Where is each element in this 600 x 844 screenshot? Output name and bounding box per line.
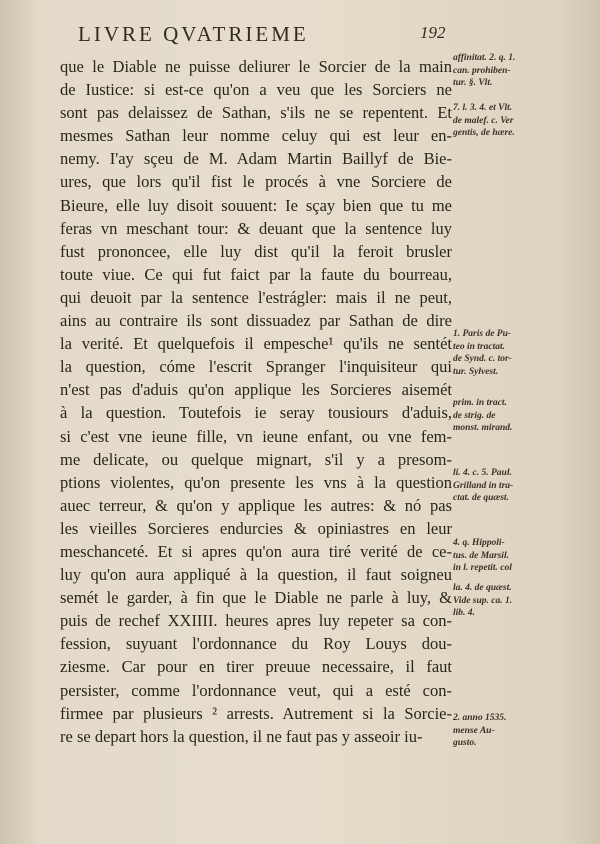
margin-note-line: Grilland in tra- bbox=[453, 480, 514, 491]
margin-note-line: affinitat. 2. q. 1. bbox=[453, 53, 516, 63]
page-number: 192 bbox=[420, 23, 446, 42]
body-line: mesmes Sathan leur nomme celuy qui est leur en- bbox=[60, 126, 452, 146]
body-line: ures, que lors qu'il fist le procés à vne Sorciere de bbox=[60, 172, 452, 192]
margin-note-line: 1. Paris de Pu- bbox=[453, 329, 512, 339]
body-line: fession, suyuant l'ordonnance du Roy Louys dou- bbox=[60, 634, 452, 654]
body-line: me delicate, ou quelque mignart, s'il y a presom- bbox=[60, 449, 452, 469]
body-line: auec terreur, & qu'on y applique les autres: & nó pas bbox=[60, 495, 452, 515]
margin-note-line: tur. §. Vlt. bbox=[453, 78, 493, 88]
margin-note bbox=[453, 397, 568, 435]
body-line: sont pas delaissez de Sathan, s'ils ne se repentent. Et bbox=[60, 103, 452, 123]
body-line: fust prononcee, elle luy dist qu'il la feroit brusler bbox=[60, 241, 452, 261]
margin-note-line: ctat. de quæst. bbox=[453, 493, 509, 503]
margin-note bbox=[453, 52, 568, 90]
margin-note-line: monst. mirand. bbox=[453, 423, 513, 433]
margin-note-line: 7. l. 3. 4. et Vlt. bbox=[453, 103, 513, 113]
margin-note bbox=[453, 328, 568, 378]
body-line: à la question. Toutefois ie seray tousiours d'aduis, bbox=[60, 403, 452, 423]
body-line: semét le garder, à fin que le Diable ne parle à luy, & bbox=[60, 588, 452, 608]
margin-note bbox=[453, 712, 568, 750]
body-line: nemy. I'ay sçeu de M. Adam Martin Baillyf de Bie- bbox=[60, 149, 452, 169]
body-line: feras vn meschant tour: & deuant que la sentence luy bbox=[60, 218, 452, 238]
margin-note-line: can. prohiben- bbox=[453, 65, 511, 76]
body-line: si c'est vne ieune fille, vn ieune enfant, ou vne fem- bbox=[60, 426, 452, 446]
margin-note-line: prim. in tract. bbox=[453, 398, 507, 408]
body-line: meschanceté. Et si apres qu'on aura tiré verité de ce- bbox=[60, 541, 452, 561]
body-line: luy qu'on aura appliqué à la question, il faut soigneu bbox=[60, 565, 452, 585]
body-line: ptions violentes, qu'on presente les vns à la question bbox=[60, 472, 452, 492]
margin-note bbox=[453, 537, 568, 575]
margin-note-line: 2. anno 1535. bbox=[453, 713, 507, 723]
margin-note-line: gusto. bbox=[453, 738, 477, 748]
running-head: LIVRE QVATRIEME bbox=[78, 22, 309, 46]
margin-note-line: mense Au- bbox=[453, 725, 495, 736]
body-line: toute viue. Ce qui fut faict par la faute du bourreau, bbox=[60, 264, 452, 284]
body-text bbox=[60, 55, 452, 748]
body-line: puis de rechef XXIIII. heures apres luy repeter sa con- bbox=[60, 611, 452, 631]
margin-note-line: tus. de Marsil. bbox=[453, 550, 509, 561]
body-line: ziesme. Car pour en tirer preuue necessaire, il faut bbox=[60, 657, 452, 677]
body-line: ains au contraire ils sont dissuadez par Sathan de dire bbox=[60, 311, 452, 331]
body-line: les vieilles Sorcieres endurcies & opiniastres en leur bbox=[60, 518, 452, 538]
margin-note-line: 4. q. Hippoli- bbox=[453, 538, 505, 548]
body-line: persister, comme l'ordonnance veut, qui a esté con- bbox=[60, 680, 452, 700]
body-line: firmee par plusieurs ² arrests. Autrement si la Sorcie- bbox=[60, 703, 452, 723]
body-line: qui deuoit par la sentence l'estrágler: mais il ne peut, bbox=[60, 287, 452, 307]
margin-note-line: Vide sup. ca. 1. bbox=[453, 595, 513, 606]
margin-note-line: lib. 4. bbox=[453, 608, 475, 618]
body-line: la verité. Et quelquefois il empesche¹ qu'ils ne sentét bbox=[60, 334, 452, 354]
margin-note-line: tur. Sylvest. bbox=[453, 366, 499, 377]
body-line: que le Diable ne puisse deliurer le Sorcier de la main bbox=[60, 57, 452, 76]
margin-note-line: in l. repetit. col bbox=[453, 563, 512, 573]
margin-note-line: li. 4. c. 5. Paul. bbox=[453, 468, 512, 478]
margin-note bbox=[453, 102, 568, 140]
body-line: la question, cóme l'escrit Spranger l'inquisiteur qui bbox=[60, 357, 452, 377]
margin-note-line: teo in tractat. bbox=[453, 341, 505, 352]
margin-note-line: de strig. de bbox=[453, 410, 496, 421]
body-line: re se depart hors la question, il ne faut pas y asseoir iu- bbox=[60, 726, 423, 746]
body-line: de Iustice: si est-ce qu'on a veu que les Sorciers ne bbox=[60, 80, 452, 100]
body-line: n'est pas d'aduis qu'on applique les Sorcieres aisemét bbox=[60, 380, 452, 400]
margin-note bbox=[453, 467, 568, 505]
margin-note-line: de malef. c. Ver bbox=[453, 115, 514, 126]
margin-note bbox=[453, 582, 568, 620]
margin-note-line: la. 4. de quæst. bbox=[453, 583, 512, 593]
margin-note-line: de Synd. c. tor- bbox=[453, 354, 512, 364]
body-line: Bieure, elle luy disoit souuent: Ie sçay bien que tu me bbox=[60, 195, 452, 215]
margin-note-line: gentis, de hære. bbox=[453, 128, 515, 138]
